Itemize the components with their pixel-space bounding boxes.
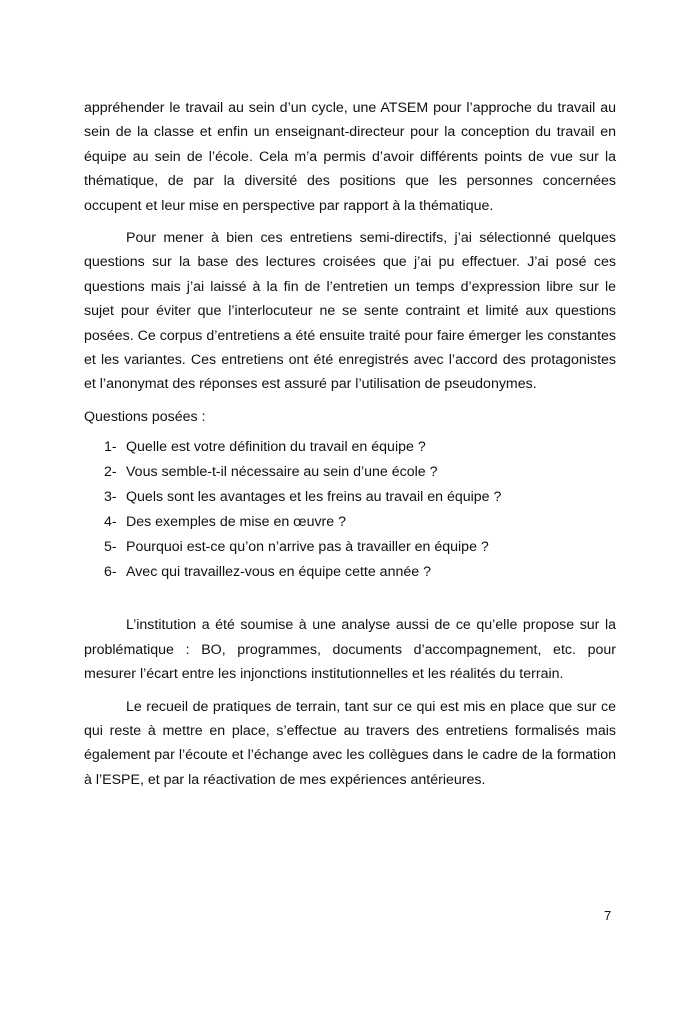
question-text: Quels sont les avantages et les freins au travail en équipe ?	[126, 489, 502, 506]
question-number: 6-	[104, 564, 117, 581]
question-text: Des exemples de mise en œuvre ?	[126, 514, 346, 531]
question-text: Quelle est votre définition du travail en équipe ?	[126, 439, 426, 456]
list-item	[104, 510, 616, 535]
paragraph-institution-analysis: L’institution a été soumise à une analyse aussi de ce qu’elle propose sur la problématique : BO, programmes, documents d’accompagnement, etc. pour mesurer l’écart entre les injonctions institutionnelles et les réalités du terrain.	[84, 617, 616, 683]
page-number: 7	[604, 908, 612, 923]
question-number: 4-	[104, 514, 117, 531]
paragraph-interviews-method: Pour mener à bien ces entretiens semi-directifs, j’ai sélectionné quelques questions sur la base des lectures croisées que j’ai pu effectuer. J’ai posé ces questions mais j’ai laissé à la fin de l’entretien un temps d’expression libre sur le sujet pour éviter que l’interlocuteur ne se sente contraint et limité aux questions posées. Ce corpus d’entretiens a été ensuite traité pour faire émerger les constantes et les variantes. Ces entretiens ont été enregistrés avec l’accord des protagonistes et l’anonymat des réponses est assuré par l’utilisation de pseudonymes.	[84, 230, 616, 393]
document-page	[84, 96, 616, 800]
question-text: Avec qui travaillez-vous en équipe cette année ?	[126, 564, 431, 581]
list-item	[104, 560, 616, 585]
list-item	[104, 460, 616, 485]
question-text: Vous semble-t-il nécessaire au sein d’une école ?	[126, 464, 438, 481]
question-text: Pourquoi est-ce qu’on n’arrive pas à travailler en équipe ?	[126, 539, 489, 556]
paragraph-field-practices: Le recueil de pratiques de terrain, tant sur ce qui est mis en place que sur ce qui reste à mettre en place, s’effectue au travers des entretiens formalisés mais également par l’écoute et l’échange avec les collègues dans le cadre de la formation à l’ESPE, et par la réactivation de mes expériences antérieures.	[84, 698, 616, 788]
list-item	[104, 435, 616, 460]
questions-list	[84, 435, 616, 585]
paragraph-intro-continued: appréhender le travail au sein d’un cycle, une ATSEM pour l’approche du travail au sein de la classe et enfin un enseignant-directeur pour la conception du travail en équipe au sein de l’école. Cela m’a permis d’avoir différents points de vue sur la thématique, de par la diversité des positions que les personnes concernées occupent et leur mise en perspective par rapport à la thématique.	[84, 100, 616, 214]
question-number: 1-	[104, 439, 117, 456]
question-number: 5-	[104, 539, 117, 556]
section-spacer	[84, 585, 616, 613]
question-number: 3-	[104, 489, 117, 506]
list-item	[104, 535, 616, 560]
questions-heading: Questions posées :	[84, 408, 206, 425]
question-number: 2-	[104, 464, 117, 481]
list-item	[104, 485, 616, 510]
